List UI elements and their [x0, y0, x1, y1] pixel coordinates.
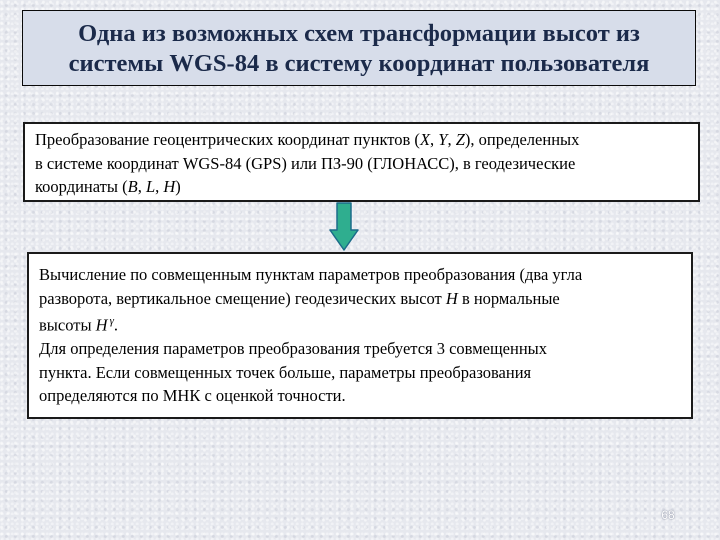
step-1-line-3-sep-1: , [137, 177, 146, 196]
slide-title-line-1: Одна из возможных схем трансформации высот из [78, 20, 640, 47]
step-1-line-1-text-b: ), определенных [464, 130, 580, 149]
var-x: X [419, 130, 431, 149]
var-h-normal: H [95, 315, 108, 335]
down-arrow-shape [330, 203, 358, 250]
slide-title-line-2: системы WGS-84 в систему координат пользователя [68, 50, 650, 77]
step-1-line-3-sep-2: , [155, 177, 164, 196]
step-1-line-2: в системе координат WGS-84 (GPS) или ПЗ-90 (ГЛОНАСС), в геодезические [35, 153, 576, 173]
var-h-geodetic: H [445, 288, 458, 308]
var-h: H [163, 177, 176, 196]
step-1-line-3-text-b: ) [175, 177, 181, 196]
step-2-line-5: пункта. Если совмещенных точек больше, параметры преобразования [39, 362, 532, 382]
var-z: Z [455, 130, 465, 149]
var-y: Y [438, 130, 448, 149]
step-2-box [27, 252, 693, 419]
superscript-gamma: γ [109, 315, 114, 327]
down-arrow-icon [329, 202, 359, 252]
slide-title [22, 10, 696, 86]
step-2-line-4: Для определения параметров преобразования требуется 3 совмещенных [39, 339, 547, 358]
step-1-line-3 [35, 175, 690, 199]
step-2-line-1: Вычисление по совмещенным пунктам параметров преобразования (два угла [39, 265, 583, 284]
step-2-line-6: определяются по МНК с оценкой точности. [39, 386, 346, 405]
step-2-line-3-text-b: . [113, 315, 119, 335]
step-2-line-3-text-a: высоты [39, 315, 96, 335]
step-2-line-2 [39, 287, 683, 311]
page-number: 68 [661, 508, 675, 522]
step-1-line-1-sep-2: , [447, 130, 456, 149]
step-1-box [23, 122, 700, 202]
step-1-line-3-text-a: координаты ( [35, 177, 128, 196]
var-b: B [127, 177, 138, 196]
step-2-line-2-text-b: в нормальные [457, 288, 560, 308]
step-1-line-1-sep-1: , [430, 130, 439, 149]
step-1-line-1-text-a: Преобразование геоцентрических координат пунктов ( [35, 130, 420, 149]
step-2-line-3 [39, 310, 683, 337]
step-2-line-2-text-a: разворота, вертикальное смещение) геодезических высот [39, 288, 446, 308]
var-l: L [145, 177, 156, 196]
step-1-line-1 [35, 128, 690, 152]
